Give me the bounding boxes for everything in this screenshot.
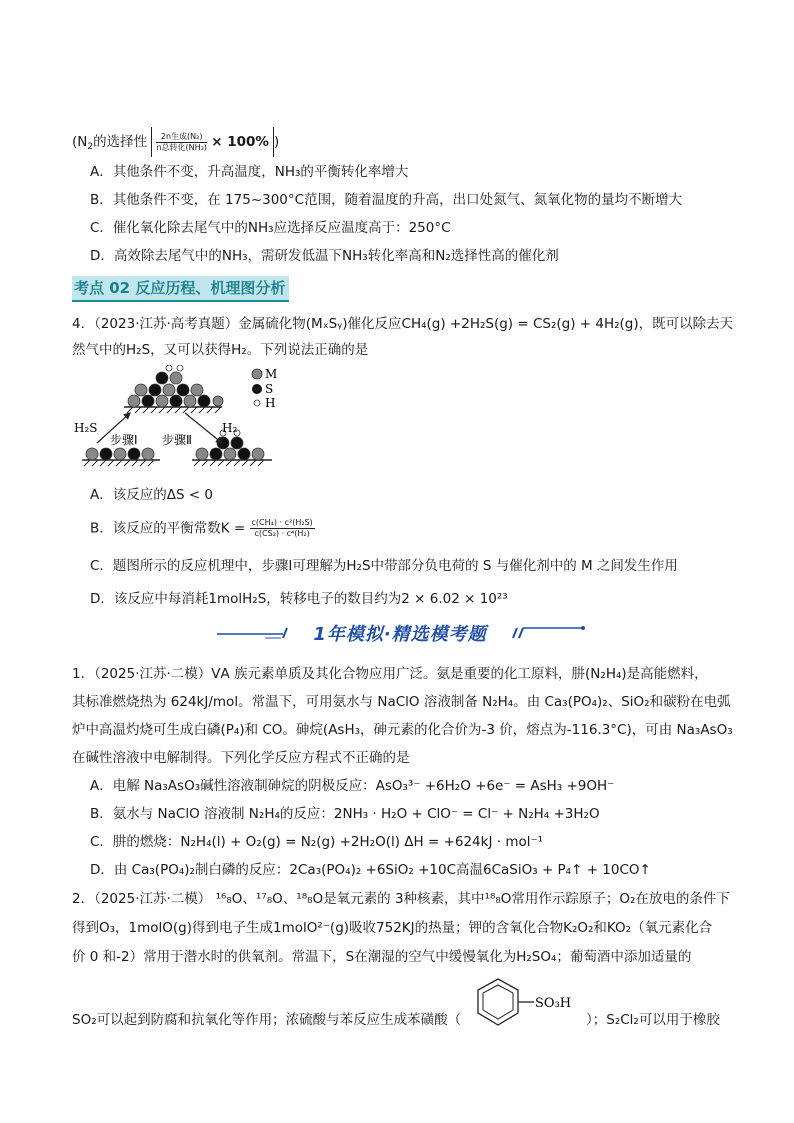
m2-stem-line4-prefix: SO₂可以起到防腐和抗氧化等作用；浓硫酸与苯反应生成苯磺酸（ [72, 1012, 462, 1028]
banner-title: 1年模拟·精选模考题 [313, 624, 487, 645]
option-a: A．其他条件不变，升高温度，NH₃的平衡转化率增大 [90, 164, 409, 180]
selectivity-formula: $\frac{\text{2n生成(N₂)}}{\text{n总转化(NH₃)}}$ × 100% [151, 127, 274, 157]
q4-stem-line1: 4．（2023·江苏·高考真题）金属硫化物(MₓSᵧ)催化反应CH₄(g) +2H₂S(g) = CS₂(g) + 4H₂(g)，既可以除去天 [72, 316, 734, 332]
so3h-label: SO₃H [535, 996, 572, 1011]
q4-option-d: D．该反应中每消耗1molH₂S，转移电子的数目约为2 × 6.02 × 10²³ [90, 591, 508, 607]
m1-option-b: B．氨水与 NaClO 溶液制 N₂H₄的反应：2NH₃ · H₂O + ClO⁻ = Cl⁻ + N₂H₄ +3H₂O [90, 806, 600, 822]
step2-label: 步骤Ⅱ [162, 433, 192, 447]
benzenesulfonic-acid-structure [470, 975, 580, 1031]
svg-text:S: S [265, 382, 274, 396]
section-banner [215, 618, 585, 648]
q4-stem-line2: 然气中的H₂S，又可以获得H₂。下列说法正确的是 [72, 342, 369, 358]
q4-option-a: A．该反应的ΔS < 0 [90, 487, 214, 503]
option-b: B．其他条件不变，在 175~300°C范围，随着温度的升高，出口处氮气、氮氧化物的量均不断增大 [90, 192, 683, 208]
m1-option-c: C．肼的燃烧：N₂H₄(l) + O₂(g) = N₂(g) +2H₂O(l) ΔH = +624kJ · mol⁻¹ [90, 834, 544, 850]
catalysis-mechanism-diagram [72, 365, 302, 475]
q4-option-b: B．该反应的平衡常数K = $\frac{\text{c(CH₄) · c²(H₂S)}}{\text{c(CS₂) · c⁴(H₂)}}$ [90, 518, 313, 538]
q4-option-c: C．题图所示的反应机理中，步骤Ⅰ可理解为H₂S中带部分负电荷的 S 与催化剂中的 M 之间发生作用 [90, 558, 678, 574]
m2-stem-line4-suffix: ）；S₂Cl₂可以用于橡胶 [586, 1012, 720, 1028]
option-c: C．催化氧化除去尾气中的NH₃应选择反应温度高于：250°C [90, 220, 451, 236]
svg-text:H: H [265, 396, 276, 410]
m1-stem-line1: 1．（2025·江苏·二模）ⅤA 族元素单质及其化合物应用广泛。氨是重要的化工原料，肼(N₂H₄)是高能燃料， [72, 666, 708, 682]
m2-stem-line2: 得到O₃，1molO(g)得到电子生成1molO²⁻(g)吸收752KJ的热量；钾的含氧化合物K₂O₂和KO₂（氧元素化合 [72, 920, 713, 936]
m1-stem-line4: 在碱性溶液中电解制得。下列化学反应方程式不正确的是 [72, 750, 410, 766]
m1-option-a: A．电解 Na₃AsO₃碱性溶液制砷烷的阴极反应：AsO₃³⁻ +6H₂O +6e⁻ = AsH₃ +9OH⁻ [90, 778, 615, 794]
option-d: D．高效除去尾气中的NH₃，需研发低温下NH₃转化率高和N₂选择性高的催化剂 [90, 248, 559, 264]
m1-stem-line3: 炉中高温灼烧可生成白磷(P₄)和 CO。砷烷(AsH₃，砷元素的化合价为-3 价，熔点为-116.3°C)，可由 Na₃AsO₃ [72, 722, 733, 738]
selectivity-definition: ($N_2$的选择性 $\frac{\text{2n生成(N₂)}}{\text{n总转化(NH₃)}}$ × 100% ) [72, 127, 279, 157]
m2-stem-line3: 价 0 和-2）常用于潜水时的供氧剂。常温下，S在潮湿的空气中缓慢氧化为H₂SO₄；葡萄酒中添加适量的 [72, 949, 692, 965]
h2s-label: H₂S [74, 421, 98, 435]
h2-label: H₂ [222, 421, 238, 435]
m1-stem-line2: 其标准燃烧热为 624kJ/mol。常温下，可用氨水与 NaClO 溶液制备 N₂H₄。由 Ca₃(PO₄)₂、SiO₂和碳粉在电弧 [72, 694, 731, 710]
m1-option-d: D．由 Ca₃(PO₄)₂制白磷的反应：2Ca₃(PO₄)₂ +6SiO₂ +10C高温6CaSiO₃ + P₄↑ + 10CO↑ [90, 862, 651, 878]
step1-label: 步骤Ⅰ [110, 433, 138, 447]
m2-stem-line1: 2．（2025·江苏·二模） ¹⁶₈O、¹⁷₈O、¹⁸₈O是氧元素的 3种核素，其中¹⁸₈O常用作示踪原子；O₂在放电的条件下 [72, 891, 730, 907]
svg-text:M: M [265, 367, 278, 381]
section-heading: 考点 02 反应历程、机理图分析 [72, 276, 289, 302]
